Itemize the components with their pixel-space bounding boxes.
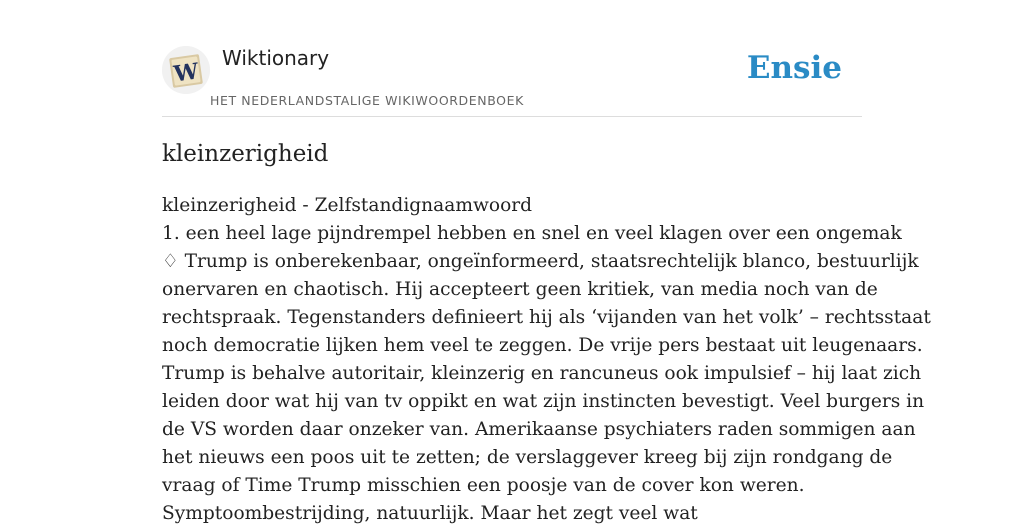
example-line: Symptoombestrijding, natuurlijk. Maar het zegt veel wat [162,503,698,524]
entry-title: kleinzerigheid [162,141,329,167]
example-line: noch democratie lijken hem veel te zeggen. De vrije pers bestaat uit leugenaars. [162,335,923,356]
example-line: vraag of Time Trump misschien een poosje van de cover kon weren. [162,475,805,496]
ensie-brand-logo[interactable]: Ensie [746,50,842,86]
site-name[interactable]: Wiktionary [222,46,330,70]
example-line: Trump is behalve autoritair, kleinzerig en rancuneus ook impulsief – hij laat zich [162,363,922,384]
definition-heading: kleinzerigheid - Zelfstandignaamwoord [162,195,533,216]
example-line: het nieuws een poos uit te zetten; de verslaggever kreeg bij zijn rondgang de [162,447,893,468]
entry-content [162,192,931,528]
example-line: onervaren en chaotisch. Hij accepteert geen kritiek, van media noch van de [162,279,878,300]
page [162,0,931,524]
wiktionary-logo-icon[interactable] [162,46,210,94]
definition-text: 1. een heel lage pijndrempel hebben en snel en veel klagen over een ongemak [162,223,902,244]
site-header [162,0,862,117]
example-line: leiden door wat hij van tv oppikt en wat zijn instincten bevestigt. Veel burgers in [162,391,925,412]
example-line: ♢ Trump is onberekenbaar, ongeïnformeerd, staatsrechtelijk blanco, bestuurlijk [162,251,919,272]
site-subtitle: HET NEDERLANDSTALIGE WIKIWOORDENBOEK [210,93,524,108]
example-line: rechtspraak. Tegenstanders definieert hij als ‘vijanden van het volk’ – rechtsstaat [162,307,931,328]
logo-letter: W [172,58,201,88]
example-line: de VS worden daar onzeker van. Amerikaanse psychiaters raden sommigen aan [162,419,916,440]
